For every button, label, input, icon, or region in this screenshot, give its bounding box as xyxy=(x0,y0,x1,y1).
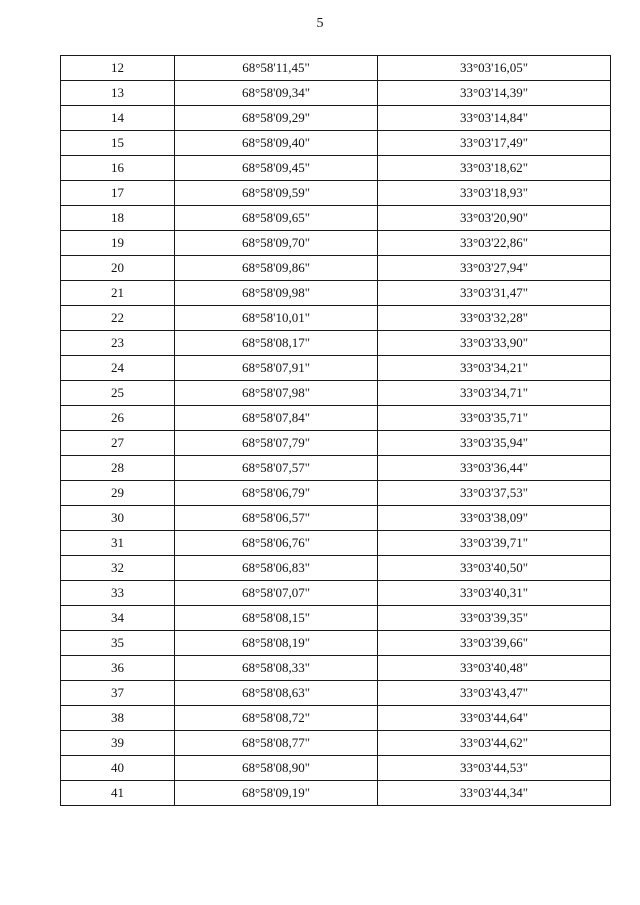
table-row xyxy=(61,556,611,581)
table-row xyxy=(61,656,611,681)
longitude-cell: 33°03'18,93" xyxy=(378,181,611,206)
latitude-cell: 68°58'06,83" xyxy=(175,556,378,581)
longitude-cell: 33°03'14,84" xyxy=(378,106,611,131)
latitude-cell: 68°58'07,79" xyxy=(175,431,378,456)
latitude-cell: 68°58'08,17" xyxy=(175,331,378,356)
point-number-cell: 16 xyxy=(61,156,175,181)
point-number-cell: 37 xyxy=(61,681,175,706)
table-row xyxy=(61,756,611,781)
longitude-cell: 33°03'37,53" xyxy=(378,481,611,506)
latitude-cell: 68°58'07,07" xyxy=(175,581,378,606)
table-row xyxy=(61,156,611,181)
latitude-cell: 68°58'06,76" xyxy=(175,531,378,556)
table-row xyxy=(61,231,611,256)
table-row xyxy=(61,781,611,806)
longitude-cell: 33°03'33,90" xyxy=(378,331,611,356)
longitude-cell: 33°03'35,94" xyxy=(378,431,611,456)
latitude-cell: 68°58'09,40" xyxy=(175,131,378,156)
longitude-cell: 33°03'31,47" xyxy=(378,281,611,306)
latitude-cell: 68°58'08,72" xyxy=(175,706,378,731)
point-number-cell: 17 xyxy=(61,181,175,206)
point-number-cell: 14 xyxy=(61,106,175,131)
latitude-cell: 68°58'08,33" xyxy=(175,656,378,681)
latitude-cell: 68°58'09,70" xyxy=(175,231,378,256)
table-row xyxy=(61,706,611,731)
table-row xyxy=(61,506,611,531)
point-number-cell: 15 xyxy=(61,131,175,156)
latitude-cell: 68°58'09,19" xyxy=(175,781,378,806)
coordinates-table-body xyxy=(61,56,611,806)
latitude-cell: 68°58'07,98" xyxy=(175,381,378,406)
point-number-cell: 34 xyxy=(61,606,175,631)
latitude-cell: 68°58'09,98" xyxy=(175,281,378,306)
longitude-cell: 33°03'34,21" xyxy=(378,356,611,381)
longitude-cell: 33°03'44,64" xyxy=(378,706,611,731)
longitude-cell: 33°03'20,90" xyxy=(378,206,611,231)
longitude-cell: 33°03'39,66" xyxy=(378,631,611,656)
point-number-cell: 39 xyxy=(61,731,175,756)
point-number-cell: 30 xyxy=(61,506,175,531)
point-number-cell: 31 xyxy=(61,531,175,556)
longitude-cell: 33°03'22,86" xyxy=(378,231,611,256)
table-row xyxy=(61,631,611,656)
longitude-cell: 33°03'14,39" xyxy=(378,81,611,106)
point-number-cell: 20 xyxy=(61,256,175,281)
point-number-cell: 21 xyxy=(61,281,175,306)
point-number-cell: 23 xyxy=(61,331,175,356)
table-row xyxy=(61,356,611,381)
point-number-cell: 32 xyxy=(61,556,175,581)
latitude-cell: 68°58'07,91" xyxy=(175,356,378,381)
longitude-cell: 33°03'16,05" xyxy=(378,56,611,81)
table-row xyxy=(61,731,611,756)
table-row xyxy=(61,431,611,456)
page-number: 5 xyxy=(316,16,324,31)
point-number-cell: 13 xyxy=(61,81,175,106)
table-row xyxy=(61,256,611,281)
longitude-cell: 33°03'44,34" xyxy=(378,781,611,806)
point-number-cell: 27 xyxy=(61,431,175,456)
latitude-cell: 68°58'11,45" xyxy=(175,56,378,81)
latitude-cell: 68°58'09,34" xyxy=(175,81,378,106)
point-number-cell: 25 xyxy=(61,381,175,406)
longitude-cell: 33°03'43,47" xyxy=(378,681,611,706)
longitude-cell: 33°03'38,09" xyxy=(378,506,611,531)
latitude-cell: 68°58'07,57" xyxy=(175,456,378,481)
latitude-cell: 68°58'09,29" xyxy=(175,106,378,131)
table-row xyxy=(61,331,611,356)
longitude-cell: 33°03'34,71" xyxy=(378,381,611,406)
longitude-cell: 33°03'40,31" xyxy=(378,581,611,606)
latitude-cell: 68°58'08,77" xyxy=(175,731,378,756)
table-row xyxy=(61,81,611,106)
point-number-cell: 24 xyxy=(61,356,175,381)
latitude-cell: 68°58'09,86" xyxy=(175,256,378,281)
table-row xyxy=(61,581,611,606)
table-row xyxy=(61,106,611,131)
point-number-cell: 38 xyxy=(61,706,175,731)
table-row xyxy=(61,181,611,206)
point-number-cell: 28 xyxy=(61,456,175,481)
longitude-cell: 33°03'35,71" xyxy=(378,406,611,431)
latitude-cell: 68°58'06,79" xyxy=(175,481,378,506)
table-row xyxy=(61,381,611,406)
longitude-cell: 33°03'40,50" xyxy=(378,556,611,581)
table-row xyxy=(61,56,611,81)
latitude-cell: 68°58'10,01" xyxy=(175,306,378,331)
point-number-cell: 40 xyxy=(61,756,175,781)
latitude-cell: 68°58'07,84" xyxy=(175,406,378,431)
longitude-cell: 33°03'39,35" xyxy=(378,606,611,631)
table-row xyxy=(61,406,611,431)
longitude-cell: 33°03'32,28" xyxy=(378,306,611,331)
table-row xyxy=(61,481,611,506)
latitude-cell: 68°58'09,59" xyxy=(175,181,378,206)
longitude-cell: 33°03'18,62" xyxy=(378,156,611,181)
latitude-cell: 68°58'06,57" xyxy=(175,506,378,531)
table-row xyxy=(61,681,611,706)
point-number-cell: 22 xyxy=(61,306,175,331)
point-number-cell: 36 xyxy=(61,656,175,681)
table-row xyxy=(61,531,611,556)
table-row xyxy=(61,206,611,231)
longitude-cell: 33°03'39,71" xyxy=(378,531,611,556)
table-row xyxy=(61,281,611,306)
point-number-cell: 35 xyxy=(61,631,175,656)
point-number-cell: 19 xyxy=(61,231,175,256)
point-number-cell: 26 xyxy=(61,406,175,431)
point-number-cell: 12 xyxy=(61,56,175,81)
point-number-cell: 29 xyxy=(61,481,175,506)
table-row xyxy=(61,606,611,631)
longitude-cell: 33°03'44,53" xyxy=(378,756,611,781)
coordinates-table xyxy=(60,55,611,806)
latitude-cell: 68°58'08,15" xyxy=(175,606,378,631)
longitude-cell: 33°03'17,49" xyxy=(378,131,611,156)
point-number-cell: 33 xyxy=(61,581,175,606)
latitude-cell: 68°58'08,19" xyxy=(175,631,378,656)
point-number-cell: 18 xyxy=(61,206,175,231)
longitude-cell: 33°03'44,62" xyxy=(378,731,611,756)
table-row xyxy=(61,131,611,156)
longitude-cell: 33°03'40,48" xyxy=(378,656,611,681)
longitude-cell: 33°03'27,94" xyxy=(378,256,611,281)
latitude-cell: 68°58'09,65" xyxy=(175,206,378,231)
latitude-cell: 68°58'09,45" xyxy=(175,156,378,181)
point-number-cell: 41 xyxy=(61,781,175,806)
table-row xyxy=(61,456,611,481)
table-row xyxy=(61,306,611,331)
latitude-cell: 68°58'08,63" xyxy=(175,681,378,706)
longitude-cell: 33°03'36,44" xyxy=(378,456,611,481)
latitude-cell: 68°58'08,90" xyxy=(175,756,378,781)
